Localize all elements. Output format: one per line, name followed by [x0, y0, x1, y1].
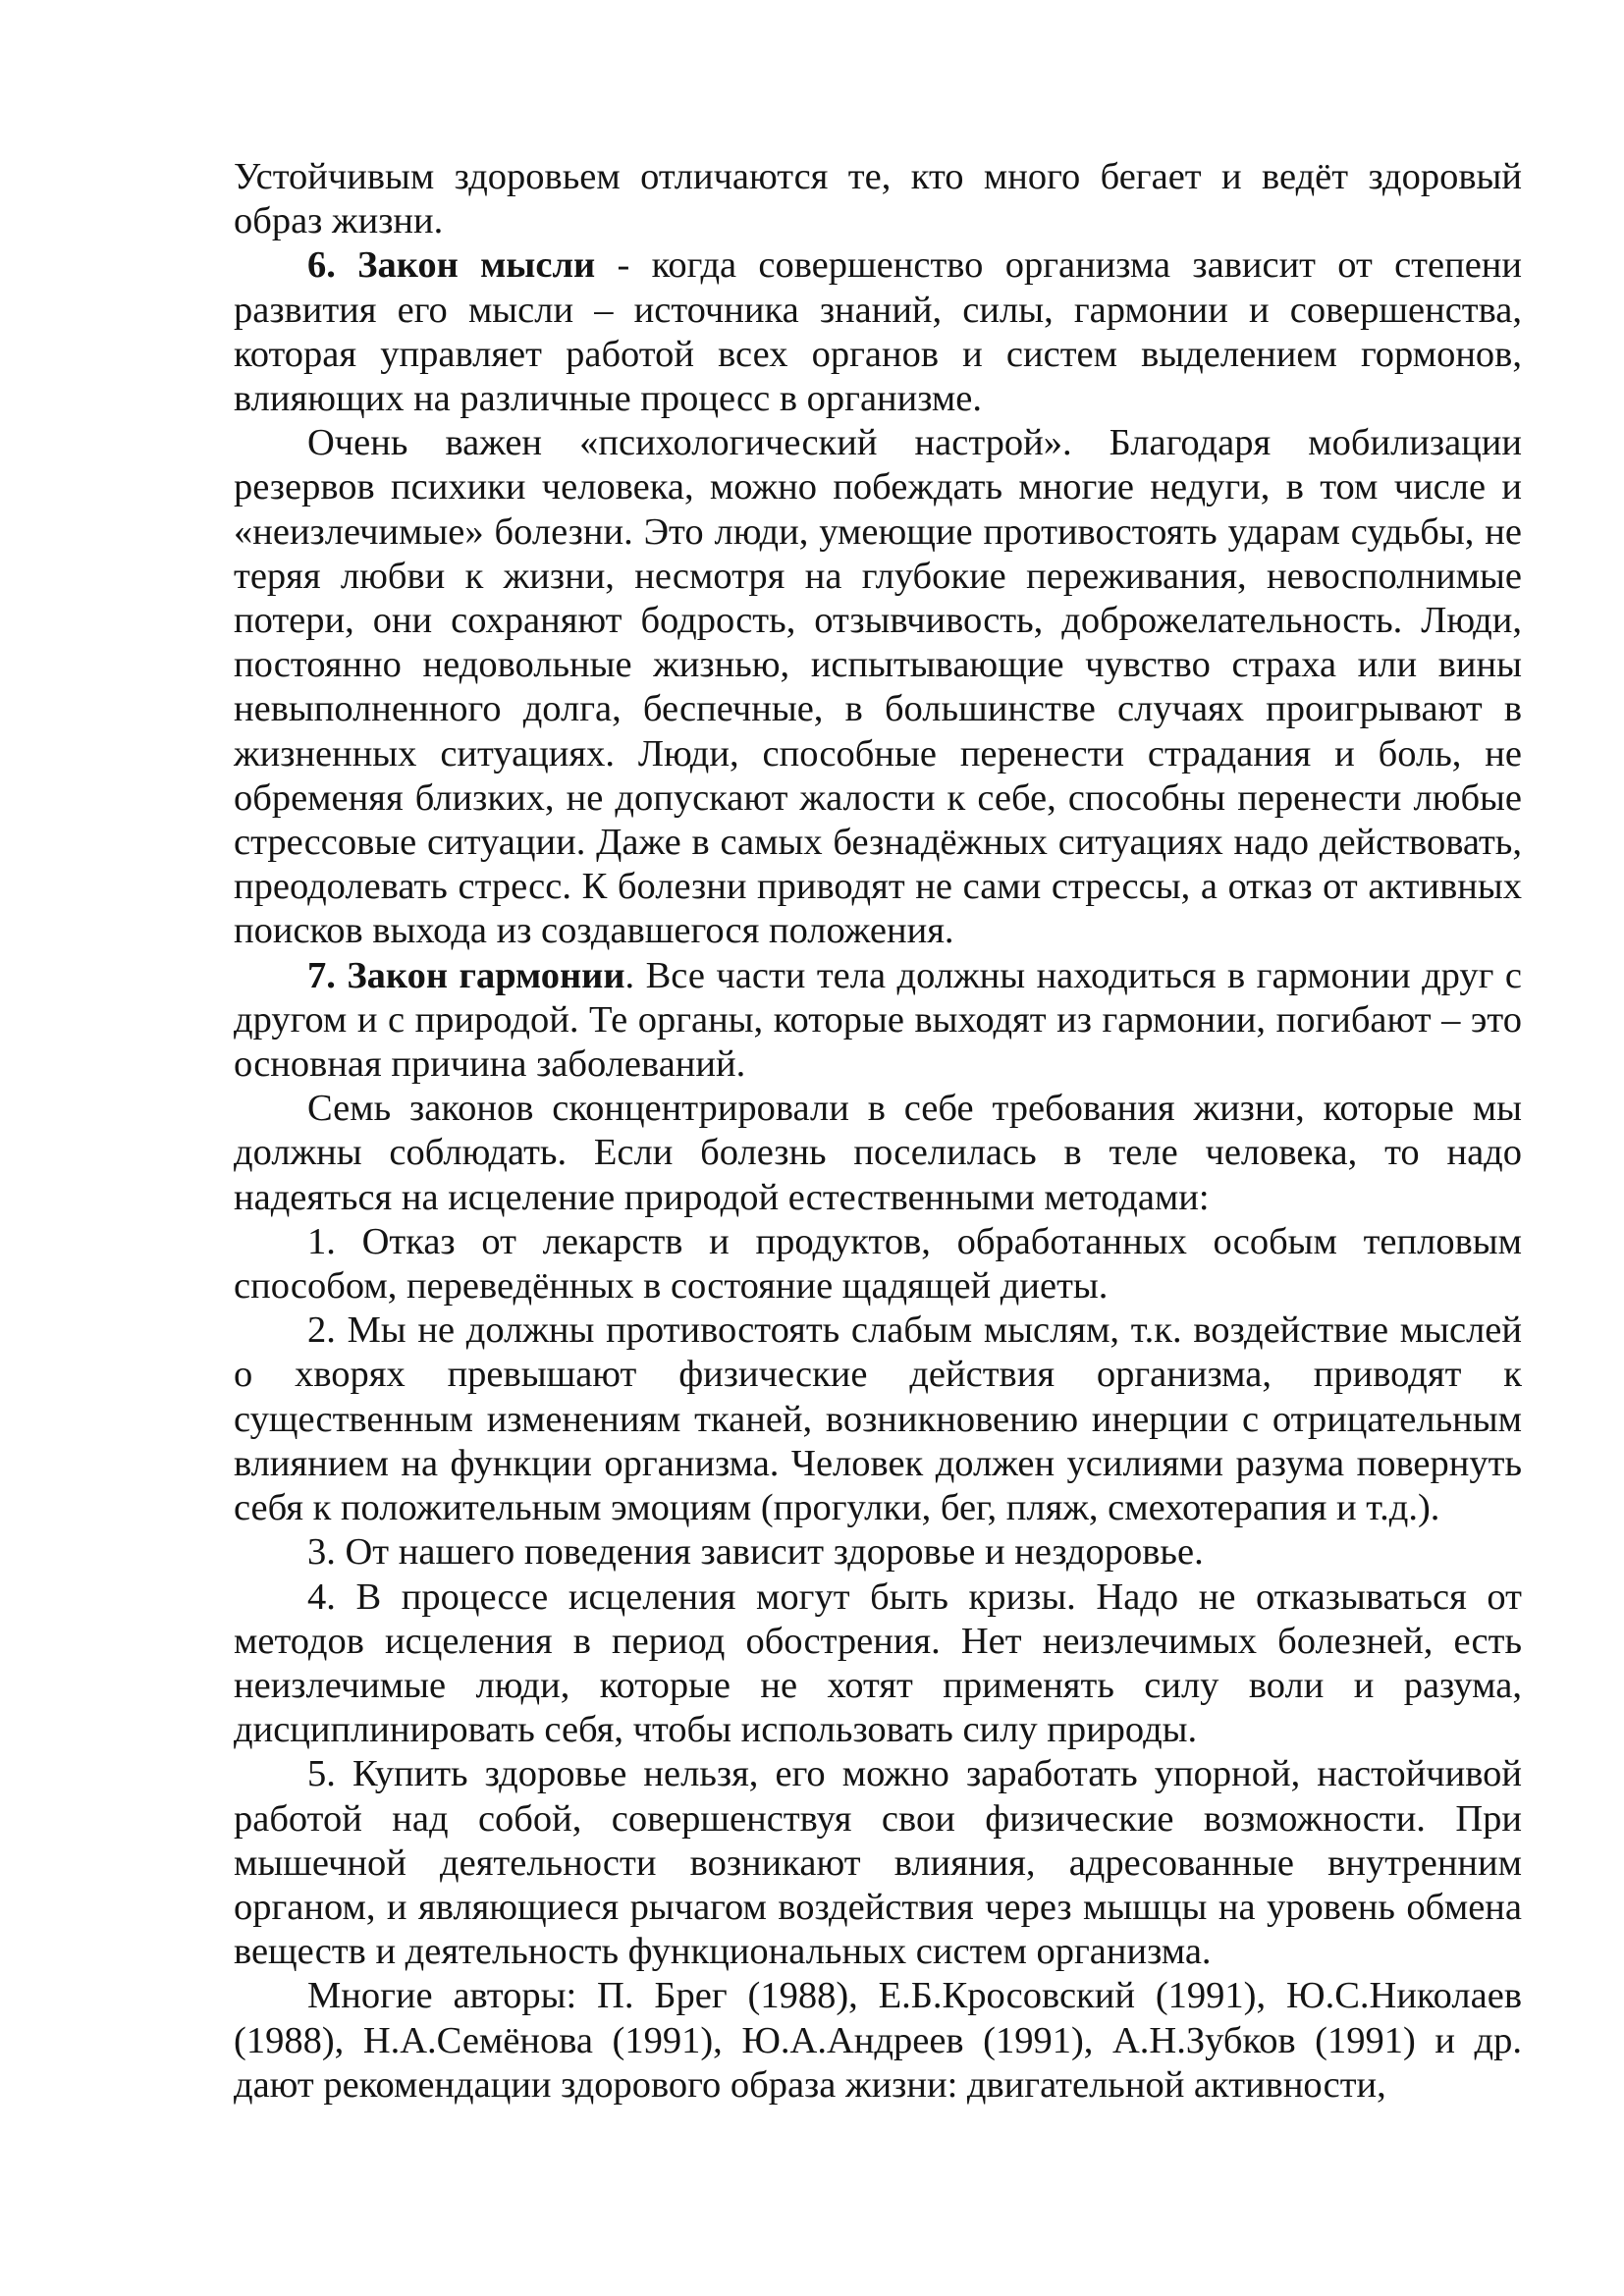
- list-item-1: 1. Отказ от лекарств и продуктов, обработанных особым тепловым способом, переведённых в состояние щадящей диеты.: [234, 1220, 1522, 1308]
- paragraph-psychological-attitude: Очень важен «психологический настрой». Благодаря мобилизации резервов психики человека, можно побеждать многие недуги, в том числе и «неизлечимые» болезни. Это люди, умеющие противостоять ударам судьбы, не теряя любви к жизни, несмотря на глубокие переживания, невосполнимые потери, они сохраняют бодрость, отзывчивость, доброжелательность. Люди, постоянно недовольные жизнью, испытывающие чувство страха или вины невыполненного долга, беспечные, в большинстве случаях проигрывают в жизненных ситуациях. Люди, способные перенести страдания и боль, не обременяя близких, не допускают жалости к себе, способны перенести любые стрессовые ситуации. Даже в самых безнадёжных ситуациях надо действовать, преодолевать стресс. К болезни приводят не сами стрессы, а отказ от активных поисков выхода из создавшегося положения.: [234, 422, 1522, 952]
- document-page: [234, 155, 1522, 2108]
- list-item-5: 5. Купить здоровье нельзя, его можно заработать упорной, настойчивой работой над собой, совершенствуя свои физические возможности. При мышечной деятельности возникают влияния, адресованные внутренним органом, и являющиеся рычагом воздействия через мышцы на уровень обмена веществ и деятельность функциональных систем организма.: [234, 1753, 1522, 1973]
- paragraph-law-of-thought: [234, 243, 1522, 421]
- law-of-thought-text: - когда совершенство организма зависит от степени развития его мысли – источника знаний, силы, гармонии и совершенства, которая управляет работой всех органов и систем выделением гормонов, влияющих на различные процесс в организме.: [234, 244, 1522, 420]
- list-item-3: 3. От нашего поведения зависит здоровье и нездоровье.: [307, 1531, 1204, 1574]
- law-of-thought-heading: 6. Закон мысли: [307, 244, 596, 287]
- list-item-4: 4. В процессе исцеления могут быть кризы. Надо не отказываться от методов исцеления в период обострения. Нет неизлечимых болезней, есть неизлечимые люди, которые не хотят применять силу воли и разума, дисциплинировать себя, чтобы использовать силу природы.: [234, 1575, 1522, 1751]
- paragraph-authors: Многие авторы: П. Брег (1988), Е.Б.Кросовский (1991), Ю.С.Николаев (1988), Н.А.Семёнова (1991), Ю.А.Андреев (1991), А.Н.Зубков (1991) и др. дают рекомендации здорового образа жизни: двигательной активности,: [234, 1975, 1522, 2106]
- list-item-2: 2. Мы не должны противостоять слабым мыслям, т.к. воздействие мыслей о хворях превышают физические действия организма, приводят к существенным изменениям тканей, возникновению инерции с отрицательным влиянием на функции организма. Человек должен усилиями разума повернуть себя к положительным эмоциям (прогулки, бег, пляж, смехотерапия и т.д.).: [234, 1309, 1522, 1529]
- paragraph-seven-laws: Семь законов сконцентрировали в себе требования жизни, которые мы должны соблюдать. Если болезнь поселилась в теле человека, то надо надеяться на исцеление природой естественными методами:: [234, 1088, 1522, 1218]
- law-of-harmony-text: . Все части тела должны находиться в гармонии друг с другом и с природой. Те органы, которые выходят из гармонии, погибают – это основная причина заболеваний.: [234, 954, 1522, 1086]
- paragraph-1: Устойчивым здоровьем отличаются те, кто много бегает и ведёт здоровый образ жизни.: [234, 156, 1522, 242]
- paragraph-law-of-harmony: [234, 954, 1522, 1088]
- law-of-harmony-heading: 7. Закон гармонии: [307, 954, 625, 996]
